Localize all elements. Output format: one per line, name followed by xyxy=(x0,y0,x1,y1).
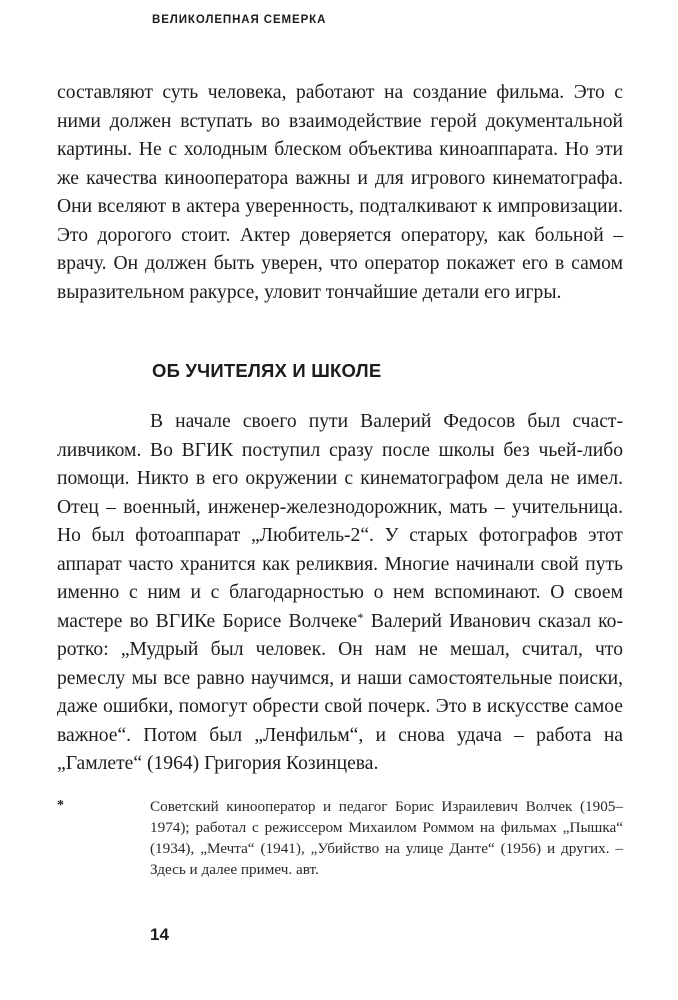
paragraph-2-text-start: В начале своего пути Валерий Федосов был счастливчиком. Во ВГИК поступил сразу после школы без чьей-либо помощи. Никто в его окружении с кинематографом дела не имел. Отец – военный, инженер-железнодорожник, мать – учительница. Но был фотоаппарат „Любитель-2“. У старых фотографов этот аппарат часто хранится как реликвия. Многие начинали свой путь именно с ним и с благодарностью о нем вспоминают. О своем мастере во ВГИКе Борисе Волчеке xyxy=(57,411,623,632)
footnote-marker: * xyxy=(57,798,64,813)
body-paragraph-1: составляют суть человека, работают на создание фильма. Это с ними должен вступать во взаимодействие герой документальной картины. Не с холодным блеском объектива киноаппарата. Но эти же качества кинооператора важны и для игрового кинематографа. Они вселяют в актера уверенность, подталкивают к импровизации. Это дорогого стоит. Актер доверяется оператору, как больной – врачу. Он должен быть уверен, что оператор покажет его в самом выразительном ракурсе, уловит тончайшие детали его игры. xyxy=(57,82,623,303)
running-head: ВЕЛИКОЛЕПНАЯ СЕМЕРКА xyxy=(152,14,327,26)
footnote-reference-marker: * xyxy=(357,609,364,625)
page-number: 14 xyxy=(150,925,169,944)
body-paragraph-2 xyxy=(57,408,623,779)
paragraph-2-text-end: Валерий Иванович сказал коротко: „Мудрый был человек. Он нам не мешал, считал, что ремеслу мы все равно научимся, и наши самостоятельные поиски, даже ошибки, помогут обрести свой почерк. Это в искусстве самое важное“. Потом был „Ленфильм“, и снова удача – работа на „Гамлете“ (1964) Григория Козинцева. xyxy=(57,610,623,774)
section-heading: ОБ УЧИТЕЛЯХ И ШКОЛЕ xyxy=(152,360,382,381)
footnote-text: Советский кинооператор и педагог Борис Израилевич Волчек (1905–1974); работал с режиссером Михаилом Роммом на фильмах „Пышка“ (1934), „Мечта“ (1941), „Убийство на улице Данте“ (1956) и других. – Здесь и далее примеч. авт. xyxy=(150,798,623,878)
